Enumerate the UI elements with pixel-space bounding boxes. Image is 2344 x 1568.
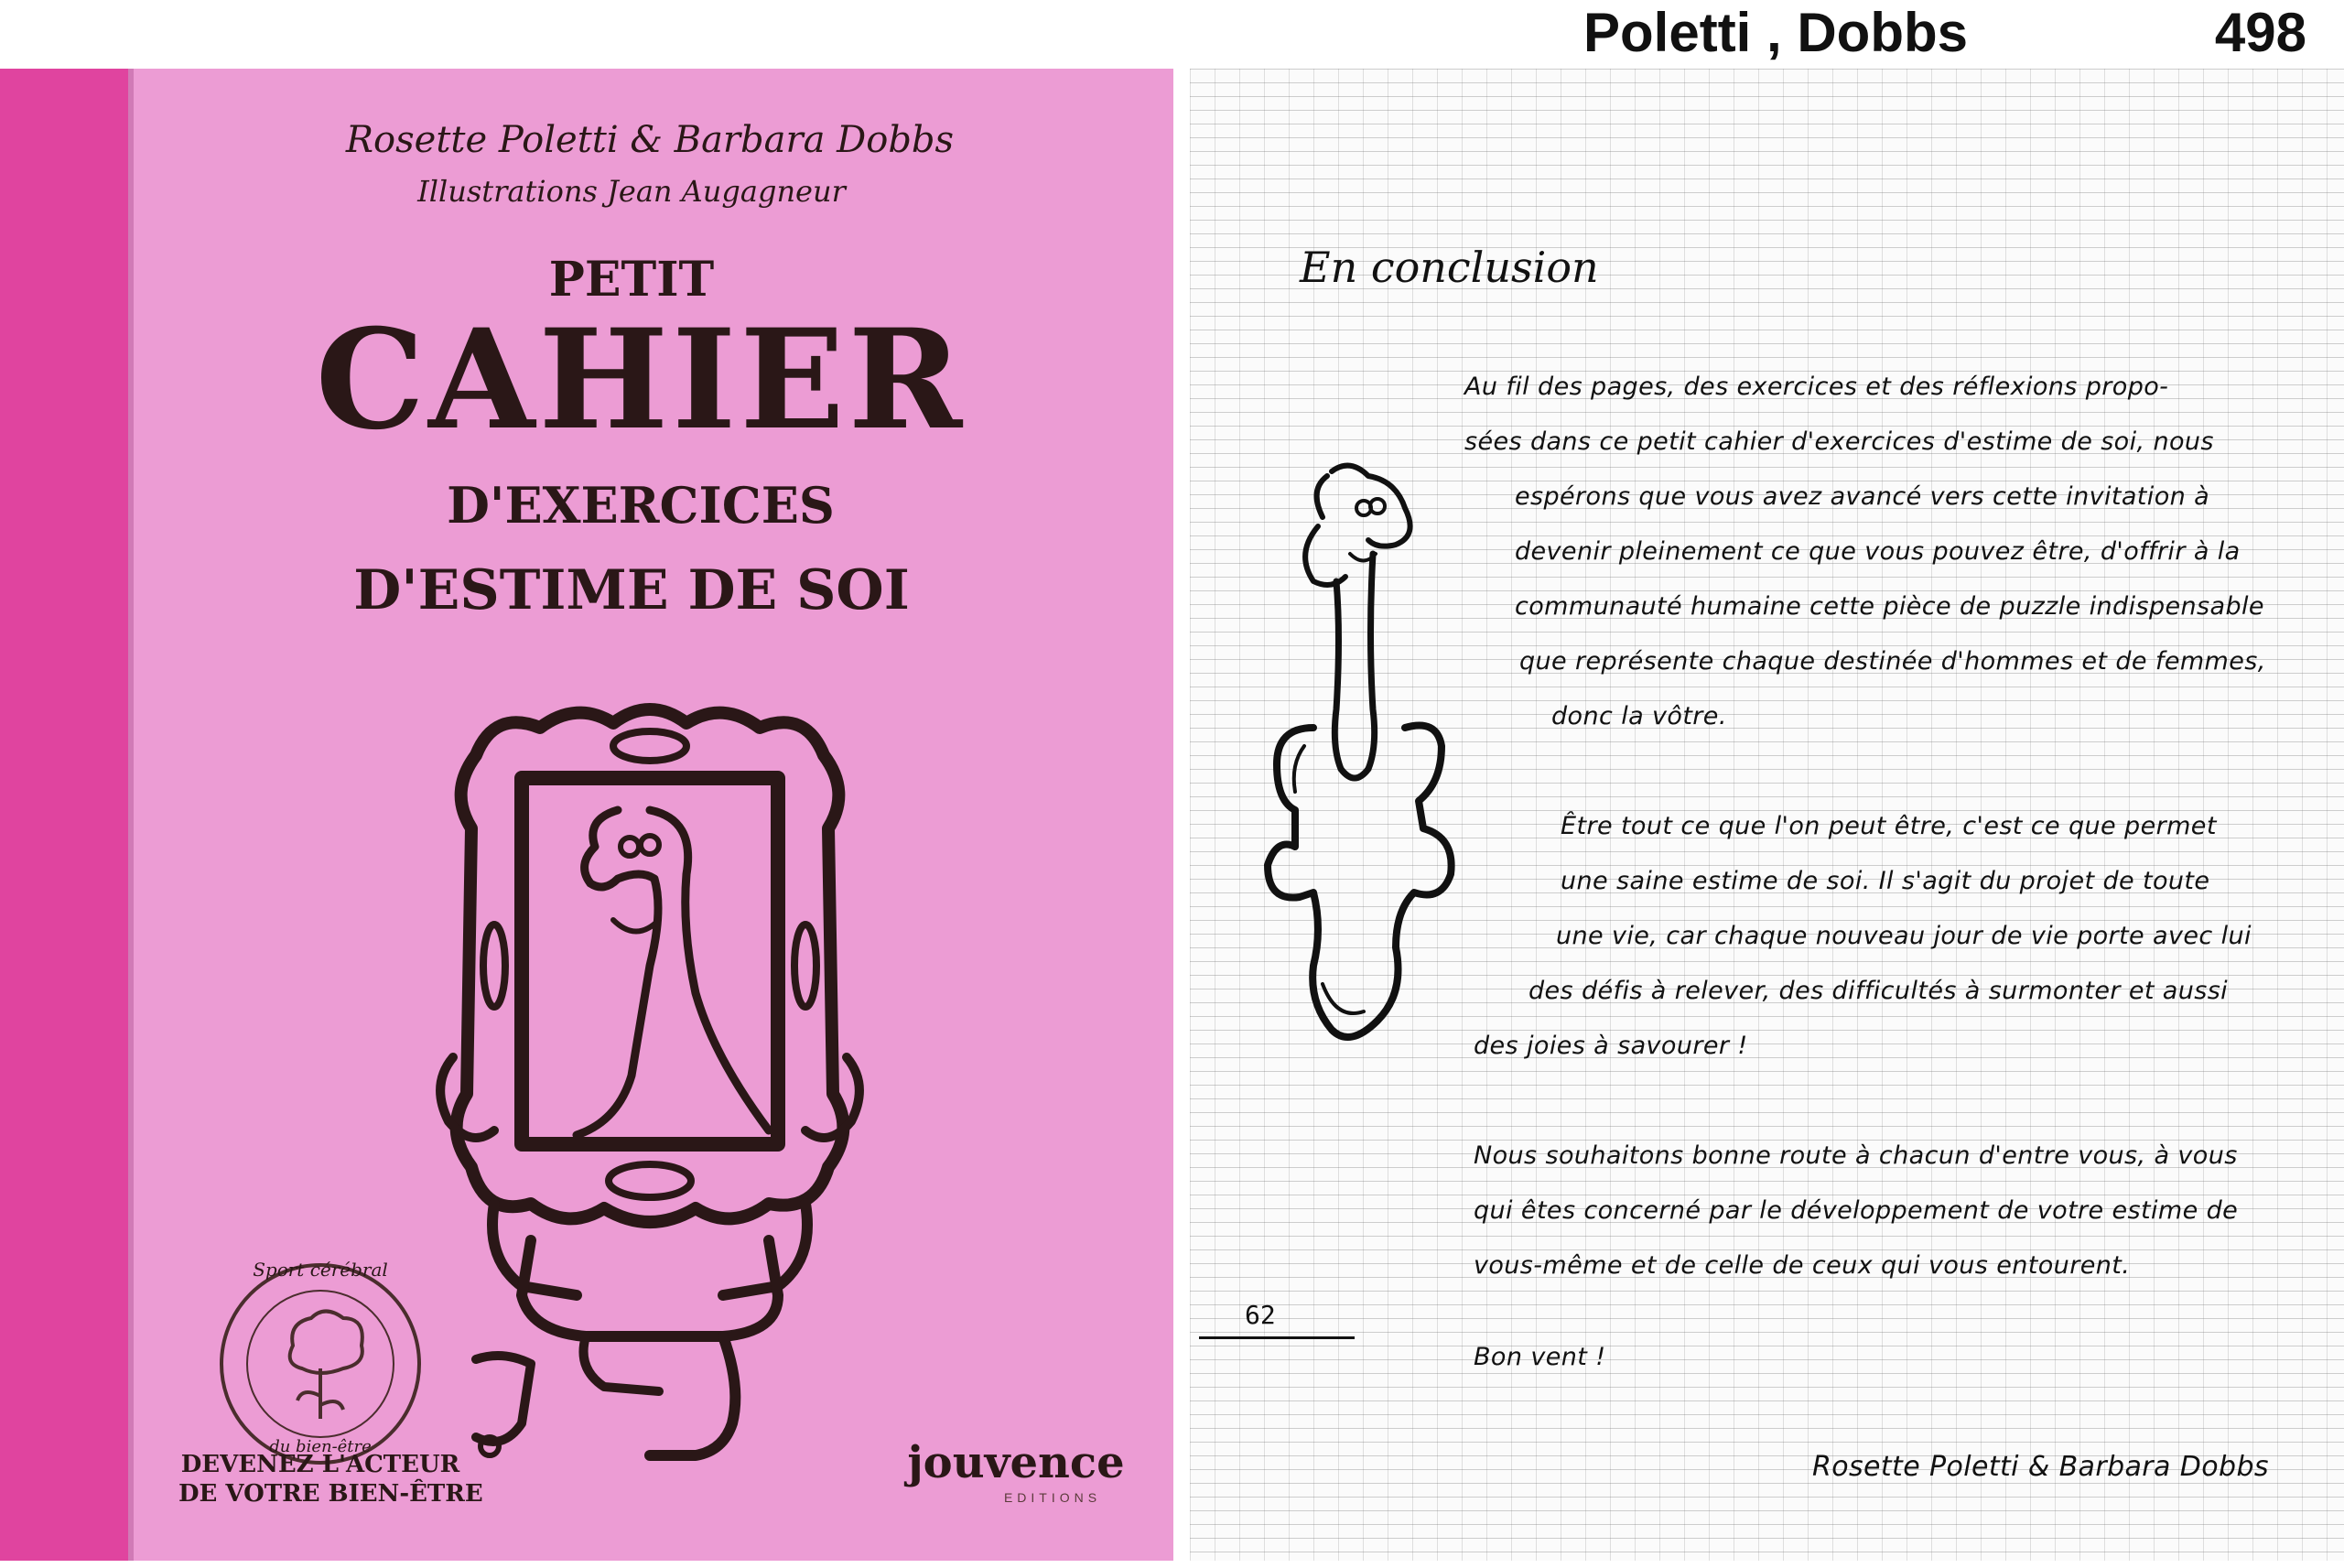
header-number: 498	[2214, 2, 2306, 63]
cover-title-petit: PETIT	[548, 252, 715, 308]
notebook-page	[1190, 69, 2344, 1561]
header-authors: Poletti , Dobbs	[1583, 2, 1968, 63]
text-line: communauté humaine cette pièce de puzzle indispensable	[1515, 592, 2264, 621]
page-number-underline	[1199, 1336, 1355, 1339]
text-line: Être tout ce que l'on peut être, c'est ce que permet	[1561, 812, 2217, 840]
badge-text-top: Sport cérébral	[253, 1259, 388, 1281]
cover-title-line1: D'EXERCICES	[447, 476, 835, 535]
text-line: sées dans ce petit cahier d'exercices d'estime de soi, nous	[1464, 427, 2214, 456]
text-line: une vie, car chaque nouveau jour de vie porte avec lui	[1556, 922, 2252, 950]
page-number: 62	[1245, 1300, 1276, 1330]
publisher-sub: EDITIONS	[1003, 1490, 1102, 1505]
book-cover	[0, 69, 1173, 1561]
cover-title-cahier: CAHIER	[315, 299, 967, 460]
page-header	[1574, 0, 2325, 66]
text-line: devenir pleinement ce que vous pouvez être, d'offrir à la	[1515, 537, 2241, 566]
text-line: Nous souhaitons bonne route à chacun d'entre vous, à vous	[1474, 1141, 2238, 1170]
puzzle-person-illustration	[1258, 453, 1496, 1094]
cover-title-line2: D'ESTIME DE SOI	[353, 558, 910, 622]
text-line: vous-même et de celle de ceux qui vous entourent.	[1474, 1251, 2131, 1280]
text-line: qui êtes concerné par le développement de votre estime de	[1474, 1196, 2239, 1225]
page-title: En conclusion	[1300, 243, 1599, 292]
cover-authors: Rosette Poletti & Barbara Dobbs	[345, 119, 955, 161]
framed-portrait-illustration	[421, 691, 879, 1469]
text-line: une saine estime de soi. Il s'agit du projet de toute	[1561, 867, 2210, 895]
closing-line: Bon vent !	[1474, 1343, 1606, 1371]
text-line: espérons que vous avez avancé vers cette invitation à	[1515, 482, 2210, 511]
signature-line: Rosette Poletti & Barbara Dobbs	[1812, 1451, 2269, 1483]
badge-text-bottom: du bien-être	[269, 1437, 372, 1456]
text-line: Au fil des pages, des exercices et des réflexions propo-	[1464, 373, 2169, 401]
cover-illustrator: Illustrations Jean Augagneur	[417, 174, 846, 209]
cover-spine	[0, 69, 128, 1561]
text-line: des défis à relever, des difficultés à surmonter et aussi	[1528, 977, 2229, 1005]
text-line: des joies à savourer !	[1474, 1032, 1748, 1060]
cover-spine-edge	[128, 69, 134, 1561]
publisher-logo: jouvence	[907, 1437, 1125, 1488]
cover-slogan-line2: DE VOTRE BIEN-ÊTRE	[178, 1480, 483, 1508]
cover-slogan-line1: DEVENEZ L'ACTEUR	[180, 1451, 460, 1478]
text-line: que représente chaque destinée d'hommes et de femmes,	[1519, 647, 2266, 676]
text-line: donc la vôtre.	[1551, 702, 1727, 730]
